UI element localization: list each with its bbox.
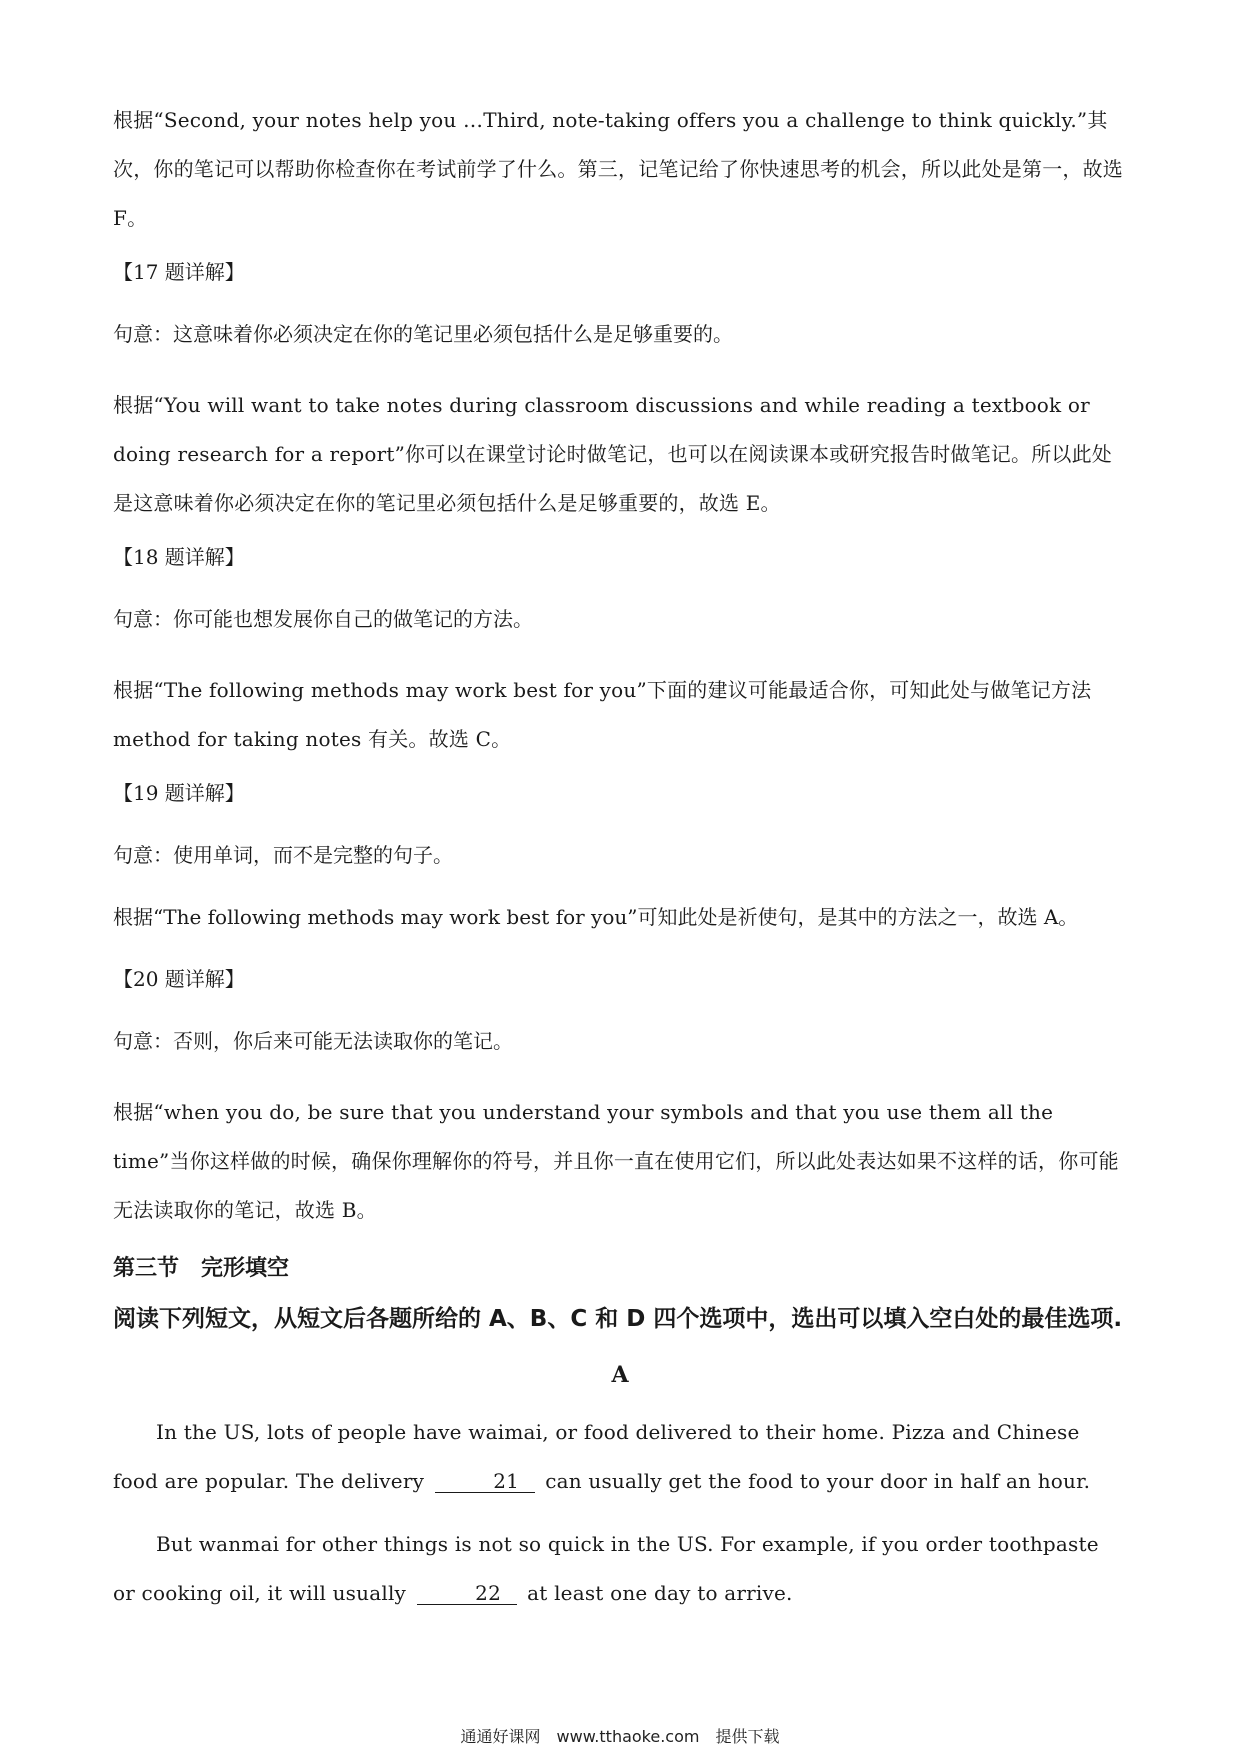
q20-heading: 【20 题详解】 (113, 967, 245, 991)
passage-p2-before: But wanmai for other things is not so quick in the US. For example, if you order toothpaste or cooking oil, it will usually (113, 1532, 1099, 1605)
section-instruction: 阅读下列短文，从短文后各题所给的 A、B、C 和 D 四个选项中，选出可以填入空白处的最佳选项. (113, 1306, 1123, 1332)
q18-heading: 【18 题详解】 (113, 545, 245, 569)
q17-heading: 【17 题详解】 (113, 260, 245, 284)
passage-paragraph-1 (113, 1408, 1127, 1506)
document-page (113, 96, 1127, 1632)
passage-paragraph-2 (113, 1520, 1127, 1618)
blank-21: 21 (435, 1470, 535, 1493)
passage-p2-after: at least one day to arrive. (527, 1581, 793, 1605)
q18-basis: 根据“The following methods may work best for you”下面的建议可能最适合你，可知此处与做笔记方法 method for taking notes 有关。故选 C。 (113, 678, 1092, 751)
page-footer: 通通好课网 www.tthaoke.com 提供下载 (460, 1727, 780, 1746)
q18-meaning: 句意：你可能也想发展你自己的做笔记的方法。 (113, 607, 533, 631)
blank-22: 22 (417, 1582, 517, 1605)
q16-basis: 根据“Second, your notes help you …Third, note-taking offers you a challenge to think quickly.”其次，你的笔记可以帮助你检查你在考试前学了什么。第三，记笔记给了你快速思考的机会，所以此处是第一，故选 F。 (113, 108, 1123, 230)
q20-basis: 根据“when you do, be sure that you understand your symbols and that you use them all the time”当你这样做的时候，确保你理解你的符号，并且你一直在使用它们，所以此处表达如果不这样的话，你可能无法读取你的笔记，故选 B。 (113, 1100, 1119, 1222)
q19-heading: 【19 题详解】 (113, 781, 245, 805)
q17-basis: 根据“You will want to take notes during classroom discussions and while reading a textbook or doing research for a report”你可以在课堂讨论时做笔记，也可以在阅读课本或研究报告时做笔记。所以此处是这意味着你必须决定在你的笔记里必须包括什么是足够重要的，故选 E。 (113, 393, 1113, 515)
q17-meaning: 句意：这意味着你必须决定在你的笔记里必须包括什么是足够重要的。 (113, 322, 733, 346)
q20-meaning: 句意：否则，你后来可能无法读取你的笔记。 (113, 1029, 513, 1053)
q19-basis: 根据“The following methods may work best for you”可知此处是祈使句，是其中的方法之一，故选 A。 (113, 905, 1079, 929)
passage-p1-before: In the US, lots of people have waimai, or food delivered to their home. Pizza and Chinese food are popular. The delivery (113, 1420, 1080, 1493)
section-title: 第三节 完形填空 (113, 1256, 290, 1281)
passage-p1-after: can usually get the food to your door in half an hour. (545, 1469, 1091, 1493)
passage-label: A (611, 1362, 629, 1388)
q19-meaning: 句意：使用单词，而不是完整的句子。 (113, 843, 453, 867)
